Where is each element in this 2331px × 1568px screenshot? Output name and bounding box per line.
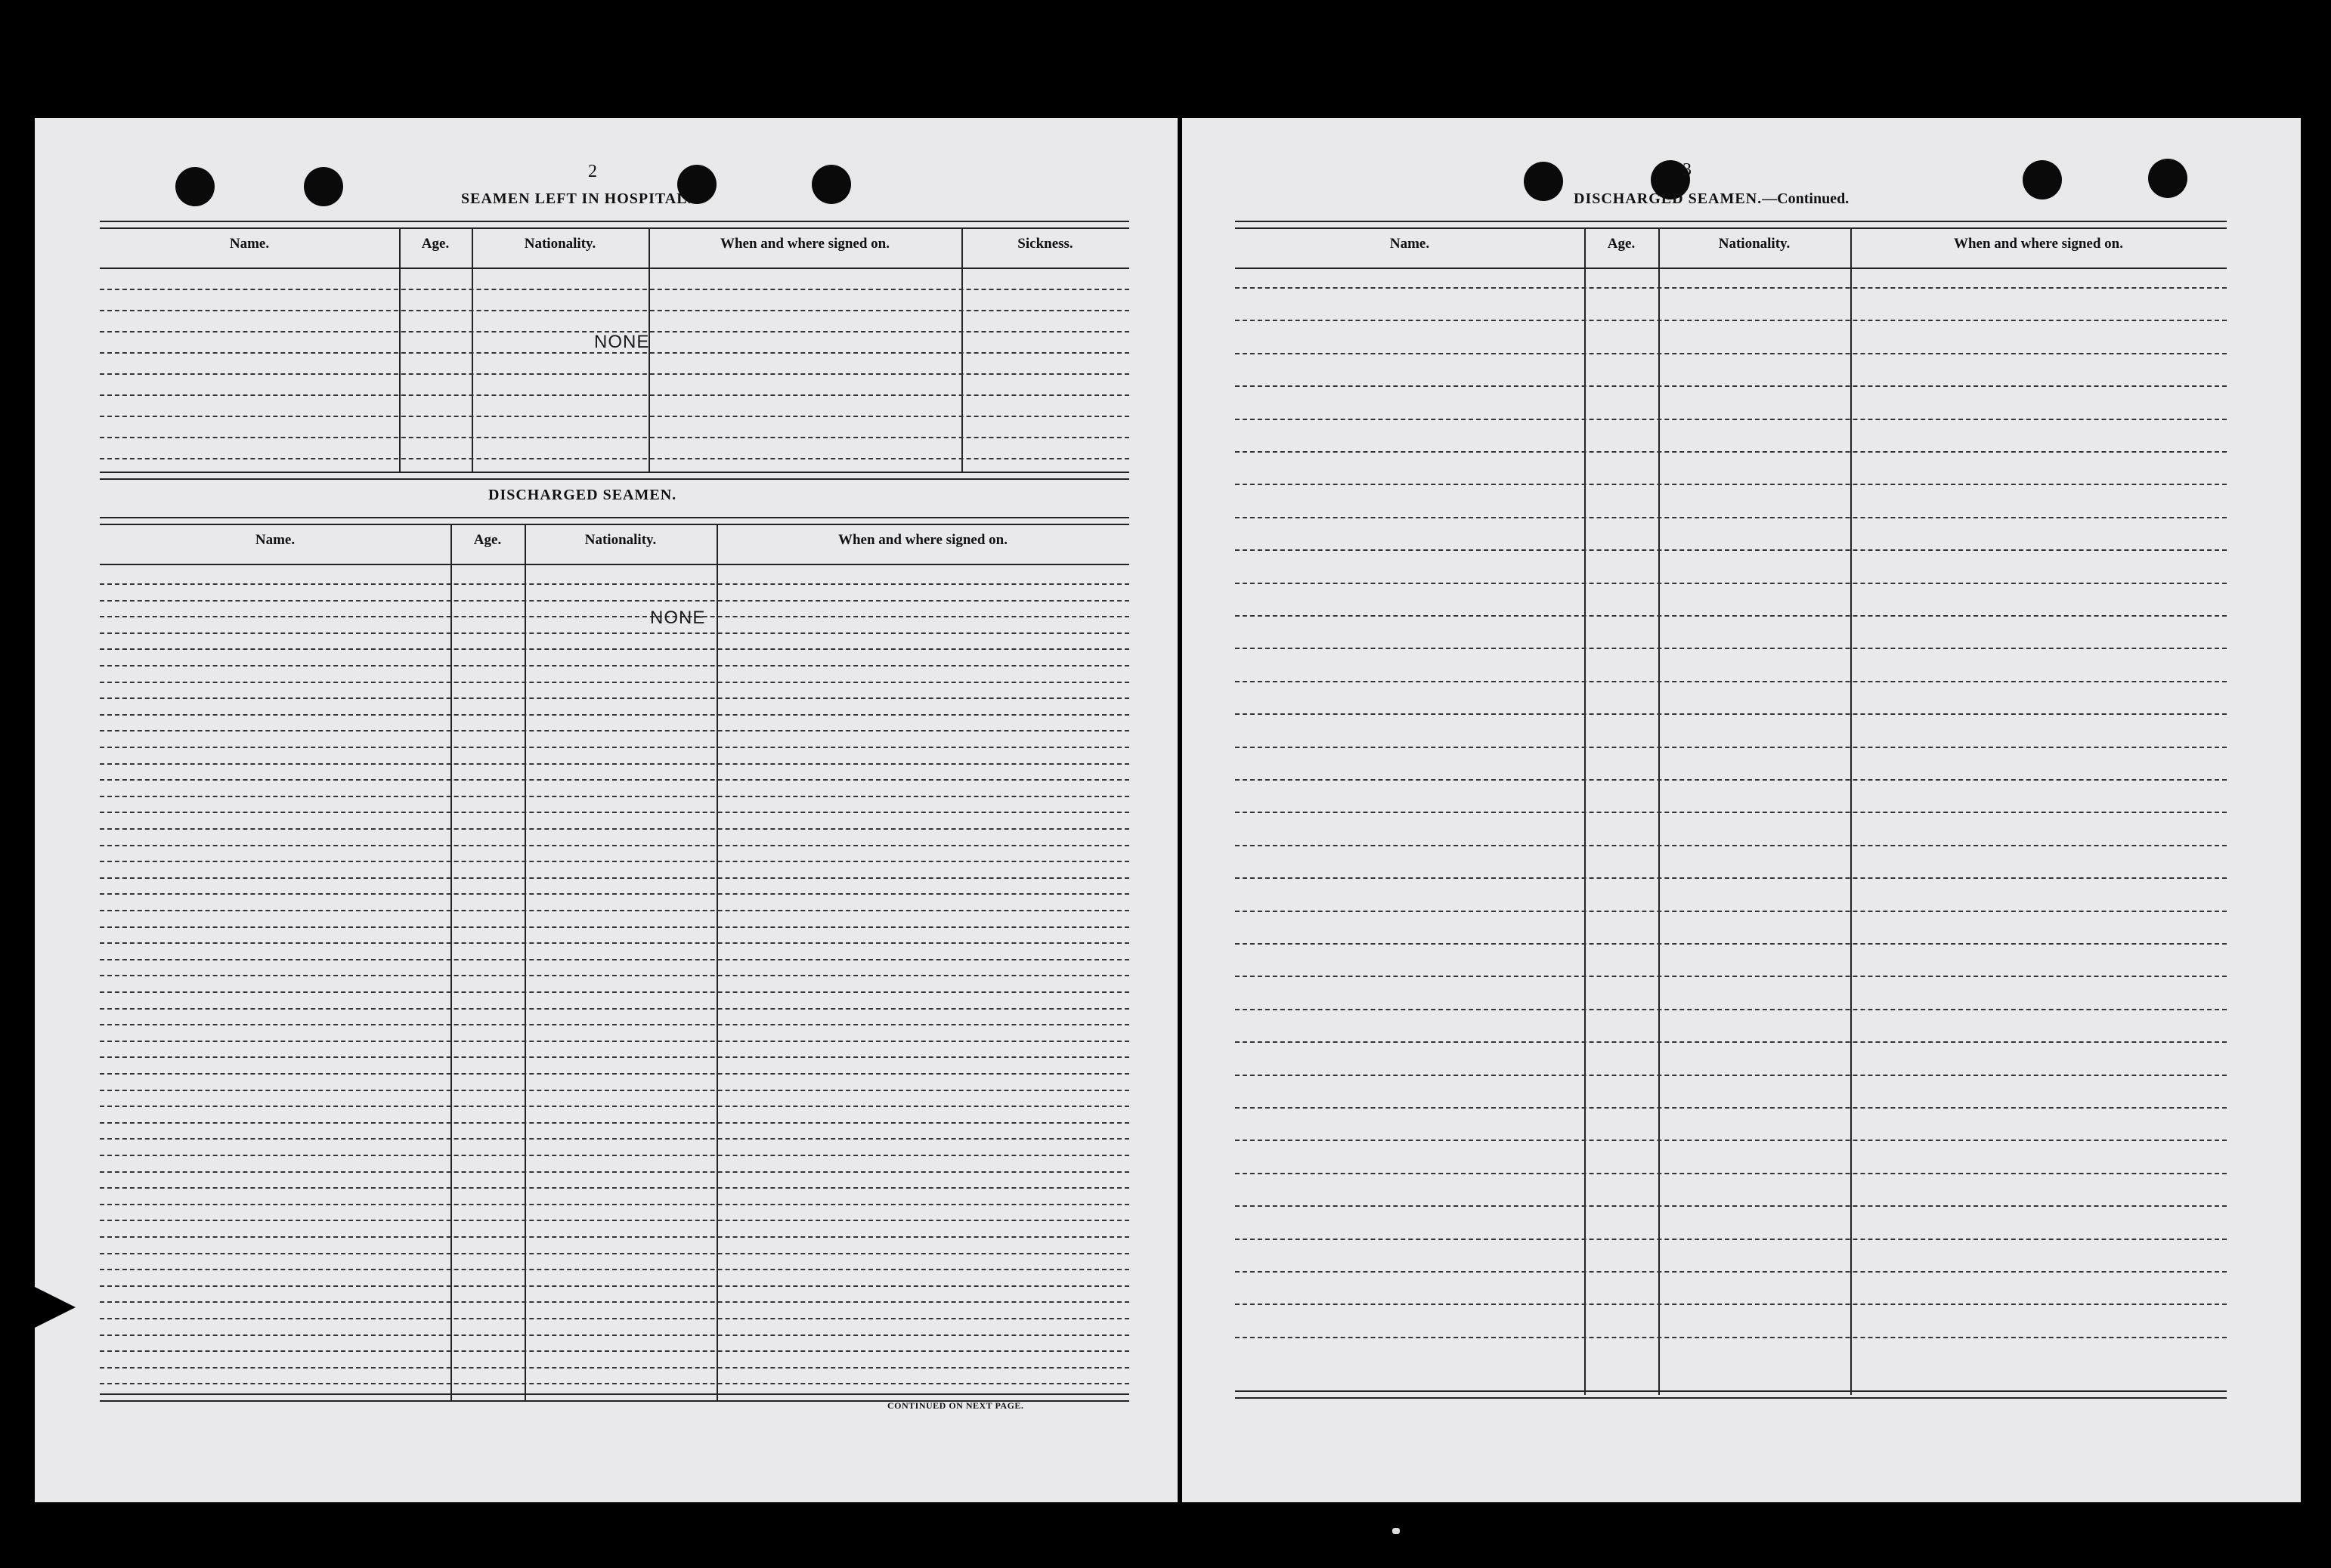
entry-row (100, 1350, 1129, 1352)
entry-row (100, 991, 1129, 993)
entry-row (1235, 1173, 2227, 1174)
entry-row (1235, 451, 2227, 453)
entry-row (1235, 1140, 2227, 1141)
entry-row (100, 1204, 1129, 1205)
column-header-signed-on: When and where signed on. (837, 532, 1008, 548)
entry-row (100, 1301, 1129, 1303)
right-page (1182, 118, 2301, 1502)
column-header-nationality: Nationality. (584, 532, 657, 548)
header-rule (100, 564, 1129, 565)
discharged-section-title: DISCHARGED SEAMEN. (488, 487, 677, 503)
title-suffix: —Continued. (1762, 190, 1850, 207)
column-header-nationality: Nationality. (524, 236, 596, 252)
entry-row (100, 583, 1129, 585)
entry-row (1235, 943, 2227, 945)
entry-row (100, 1138, 1129, 1140)
entry-row (1235, 517, 2227, 518)
hospital-section-title: SEAMEN LEFT IN HOSPITAL. (461, 190, 692, 207)
column-header-age: Age. (421, 236, 450, 252)
table-bottom-rule (100, 472, 1129, 480)
column-header-nationality: Nationality. (1718, 236, 1791, 252)
scan-speck (1392, 1528, 1400, 1534)
column-header-name: Name. (255, 532, 296, 548)
entry-row (100, 942, 1129, 944)
entry-row (100, 1122, 1129, 1124)
entry-row (100, 747, 1129, 748)
discharged-none-entry: NONE (650, 608, 706, 628)
entry-row (100, 877, 1129, 879)
punch-hole (2148, 159, 2187, 198)
entry-row (100, 763, 1129, 765)
entry-row (100, 1318, 1129, 1319)
entry-row (100, 1041, 1129, 1042)
entry-row (100, 926, 1129, 928)
entry-row (100, 1367, 1129, 1369)
continued-note: CONTINUED ON NEXT PAGE. (887, 1400, 1024, 1411)
page-number: 3 (1682, 160, 1692, 180)
entry-row (100, 1220, 1129, 1221)
punch-hole (304, 167, 343, 206)
entry-row (1235, 1239, 2227, 1240)
column-header-signed-on: When and where signed on. (1953, 236, 2123, 252)
entry-row (1235, 1107, 2227, 1109)
column-header-sickness: Sickness. (1017, 236, 1073, 252)
entry-row (1235, 583, 2227, 584)
entry-row (1235, 1337, 2227, 1338)
entry-row (1235, 976, 2227, 977)
entry-row (100, 373, 1129, 375)
title-text: DISCHARGED SEAMEN. (1574, 190, 1763, 207)
entry-row (100, 893, 1129, 895)
entry-row (100, 975, 1129, 976)
entry-row (100, 714, 1129, 716)
punch-hole (812, 165, 851, 204)
continued-section-title (1574, 190, 1849, 208)
entry-row (1235, 353, 2227, 354)
entry-row (1235, 713, 2227, 715)
entry-row (100, 796, 1129, 797)
entry-row (100, 1155, 1129, 1156)
entry-row (100, 1171, 1129, 1173)
entry-row (100, 730, 1129, 731)
column-divider (961, 228, 963, 472)
column-header-age: Age. (473, 532, 502, 548)
entry-row (100, 1236, 1129, 1238)
entry-row (100, 600, 1129, 602)
entry-row (1235, 911, 2227, 912)
entry-row (100, 616, 1129, 617)
entry-row (100, 812, 1129, 813)
entry-row (1235, 484, 2227, 485)
entry-row (100, 1073, 1129, 1075)
table-top-rule (1235, 221, 2227, 229)
entry-row (100, 310, 1129, 311)
entry-row (100, 458, 1129, 459)
discharged-table (100, 517, 1129, 1406)
left-page (35, 118, 1178, 1502)
entry-row (100, 1285, 1129, 1287)
entry-row (1235, 1041, 2227, 1043)
entry-row (100, 828, 1129, 830)
torn-edge (30, 1285, 76, 1330)
discharged-continued-table (1235, 221, 2227, 1399)
table-top-rule (100, 517, 1129, 525)
entry-row (1235, 845, 2227, 846)
entry-row (100, 697, 1129, 699)
entry-row (100, 1269, 1129, 1270)
entry-row (1235, 615, 2227, 617)
entry-row (100, 394, 1129, 396)
column-header-name: Name. (1389, 236, 1430, 252)
entry-row (100, 1090, 1129, 1091)
column-header-name: Name. (229, 236, 270, 252)
entry-row (1235, 1304, 2227, 1305)
entry-row (100, 845, 1129, 846)
punch-hole (175, 167, 215, 206)
entry-row (100, 1056, 1129, 1058)
entry-row (100, 779, 1129, 781)
entry-row (100, 416, 1129, 417)
entry-row (100, 648, 1129, 650)
entry-row (100, 1024, 1129, 1025)
header-rule (1235, 268, 2227, 269)
entry-row (1235, 648, 2227, 649)
entry-row (100, 632, 1129, 634)
entry-row (100, 682, 1129, 683)
header-rule (100, 268, 1129, 269)
entry-row (100, 959, 1129, 960)
entry-row (1235, 877, 2227, 879)
entry-row (100, 1335, 1129, 1336)
entry-row (100, 1008, 1129, 1010)
entry-row (1235, 419, 2227, 420)
entry-row (100, 1106, 1129, 1107)
entry-row (100, 1253, 1129, 1254)
punch-hole (2023, 160, 2062, 199)
entry-row (1235, 1205, 2227, 1207)
entry-row (1235, 287, 2227, 289)
entry-row (1235, 1075, 2227, 1076)
entry-row (1235, 747, 2227, 748)
entry-row (100, 910, 1129, 911)
hospital-none-entry: NONE (594, 332, 650, 352)
column-header-age: Age. (1607, 236, 1636, 252)
page-number: 2 (588, 162, 597, 181)
entry-row (100, 437, 1129, 438)
entry-row (1235, 1271, 2227, 1273)
entry-row (1235, 320, 2227, 321)
entry-row (1235, 1009, 2227, 1010)
entry-row (1235, 549, 2227, 551)
column-divider (399, 228, 401, 472)
entry-row (1235, 385, 2227, 387)
entry-row (100, 1383, 1129, 1384)
entry-row (1235, 681, 2227, 682)
entry-row (100, 1187, 1129, 1189)
punch-hole (1524, 162, 1563, 201)
entry-row (100, 289, 1129, 290)
column-header-signed-on: When and where signed on. (720, 236, 890, 252)
table-top-rule (100, 221, 1129, 229)
entry-row (1235, 812, 2227, 813)
column-divider (472, 228, 473, 472)
entry-row (100, 861, 1129, 862)
entry-row (1235, 779, 2227, 781)
entry-row (100, 665, 1129, 666)
table-bottom-rule (1235, 1390, 2227, 1399)
